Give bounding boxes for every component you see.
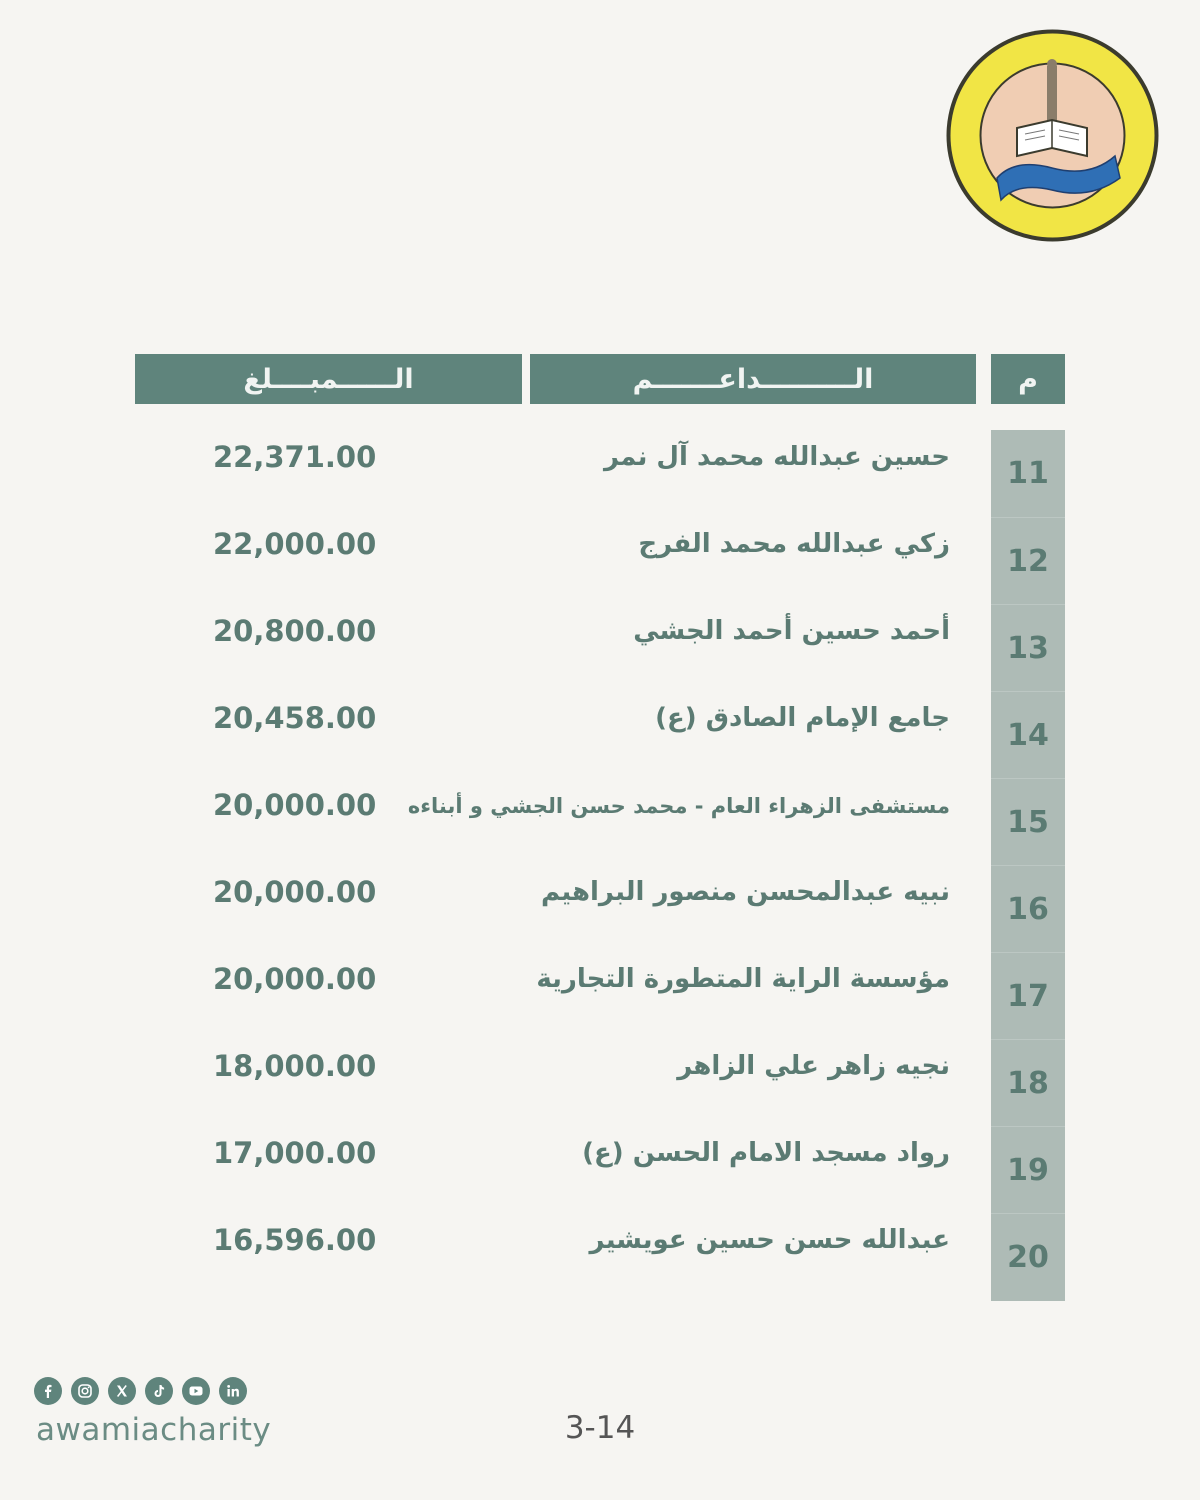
row-index: 15 <box>991 778 1065 866</box>
row-amount: 16,596.00 <box>213 1223 377 1257</box>
row-donor: رواد مسجد الامام الحسن (ع) <box>582 1138 950 1168</box>
row-index: 13 <box>991 604 1065 692</box>
table-row <box>135 778 1065 865</box>
row-donor: نجيه زاهر علي الزاهر <box>677 1051 950 1081</box>
row-amount: 20,000.00 <box>213 962 377 996</box>
row-amount: 22,371.00 <box>213 440 377 474</box>
youtube-icon[interactable] <box>182 1377 210 1405</box>
table-row <box>135 1126 1065 1213</box>
row-index: 20 <box>991 1213 1065 1301</box>
linkedin-icon[interactable] <box>219 1377 247 1405</box>
row-donor: زكي عبدالله محمد الفرج <box>638 529 950 559</box>
table-row <box>135 517 1065 604</box>
header-index: م <box>991 354 1065 404</box>
table-row <box>135 952 1065 1039</box>
instagram-icon[interactable] <box>71 1377 99 1405</box>
tiktok-icon[interactable] <box>145 1377 173 1405</box>
row-amount: 20,000.00 <box>213 788 377 822</box>
row-donor: حسين عبدالله محمد آل نمر <box>604 442 950 472</box>
row-amount: 18,000.00 <box>213 1049 377 1083</box>
row-donor: جامع الإمام الصادق (ع) <box>655 703 950 733</box>
row-donor: أحمد حسين أحمد الجشي <box>633 616 950 646</box>
header-donor: الــــــــــداعـــــــم <box>530 354 976 404</box>
social-icons <box>34 1377 247 1405</box>
header-amount: الــــــمبــــلغ <box>135 354 522 404</box>
row-index: 14 <box>991 691 1065 779</box>
table-row <box>135 604 1065 691</box>
social-handle: awamiacharity <box>36 1412 272 1448</box>
row-index: 18 <box>991 1039 1065 1127</box>
page-number: 3-14 <box>564 1410 636 1446</box>
table-row <box>135 430 1065 517</box>
row-amount: 22,000.00 <box>213 527 377 561</box>
row-index: 11 <box>1007 456 1049 491</box>
row-donor: عبدالله حسن حسين عويشير <box>589 1225 950 1255</box>
row-amount: 20,800.00 <box>213 614 377 648</box>
table-row <box>135 1039 1065 1126</box>
x-icon[interactable] <box>108 1377 136 1405</box>
row-donor: مؤسسة الراية المتطورة التجارية <box>536 964 950 994</box>
row-amount: 20,000.00 <box>213 875 377 909</box>
row-amount: 20,458.00 <box>213 701 377 735</box>
row-index: 16 <box>991 865 1065 953</box>
table-row <box>135 1213 1065 1300</box>
awamia-charity-logo <box>945 28 1160 243</box>
table-row <box>135 865 1065 952</box>
row-donor: نبيه عبدالمحسن منصور البراهيم <box>540 877 950 907</box>
table-row <box>135 691 1065 778</box>
facebook-icon[interactable] <box>34 1377 62 1405</box>
row-index: 19 <box>991 1126 1065 1214</box>
row-amount: 17,000.00 <box>213 1136 377 1170</box>
row-index: 17 <box>991 952 1065 1040</box>
row-index: 12 <box>991 517 1065 605</box>
row-donor: مستشفى الزهراء العام - محمد حسن الجشي و أبناءه <box>407 794 950 818</box>
